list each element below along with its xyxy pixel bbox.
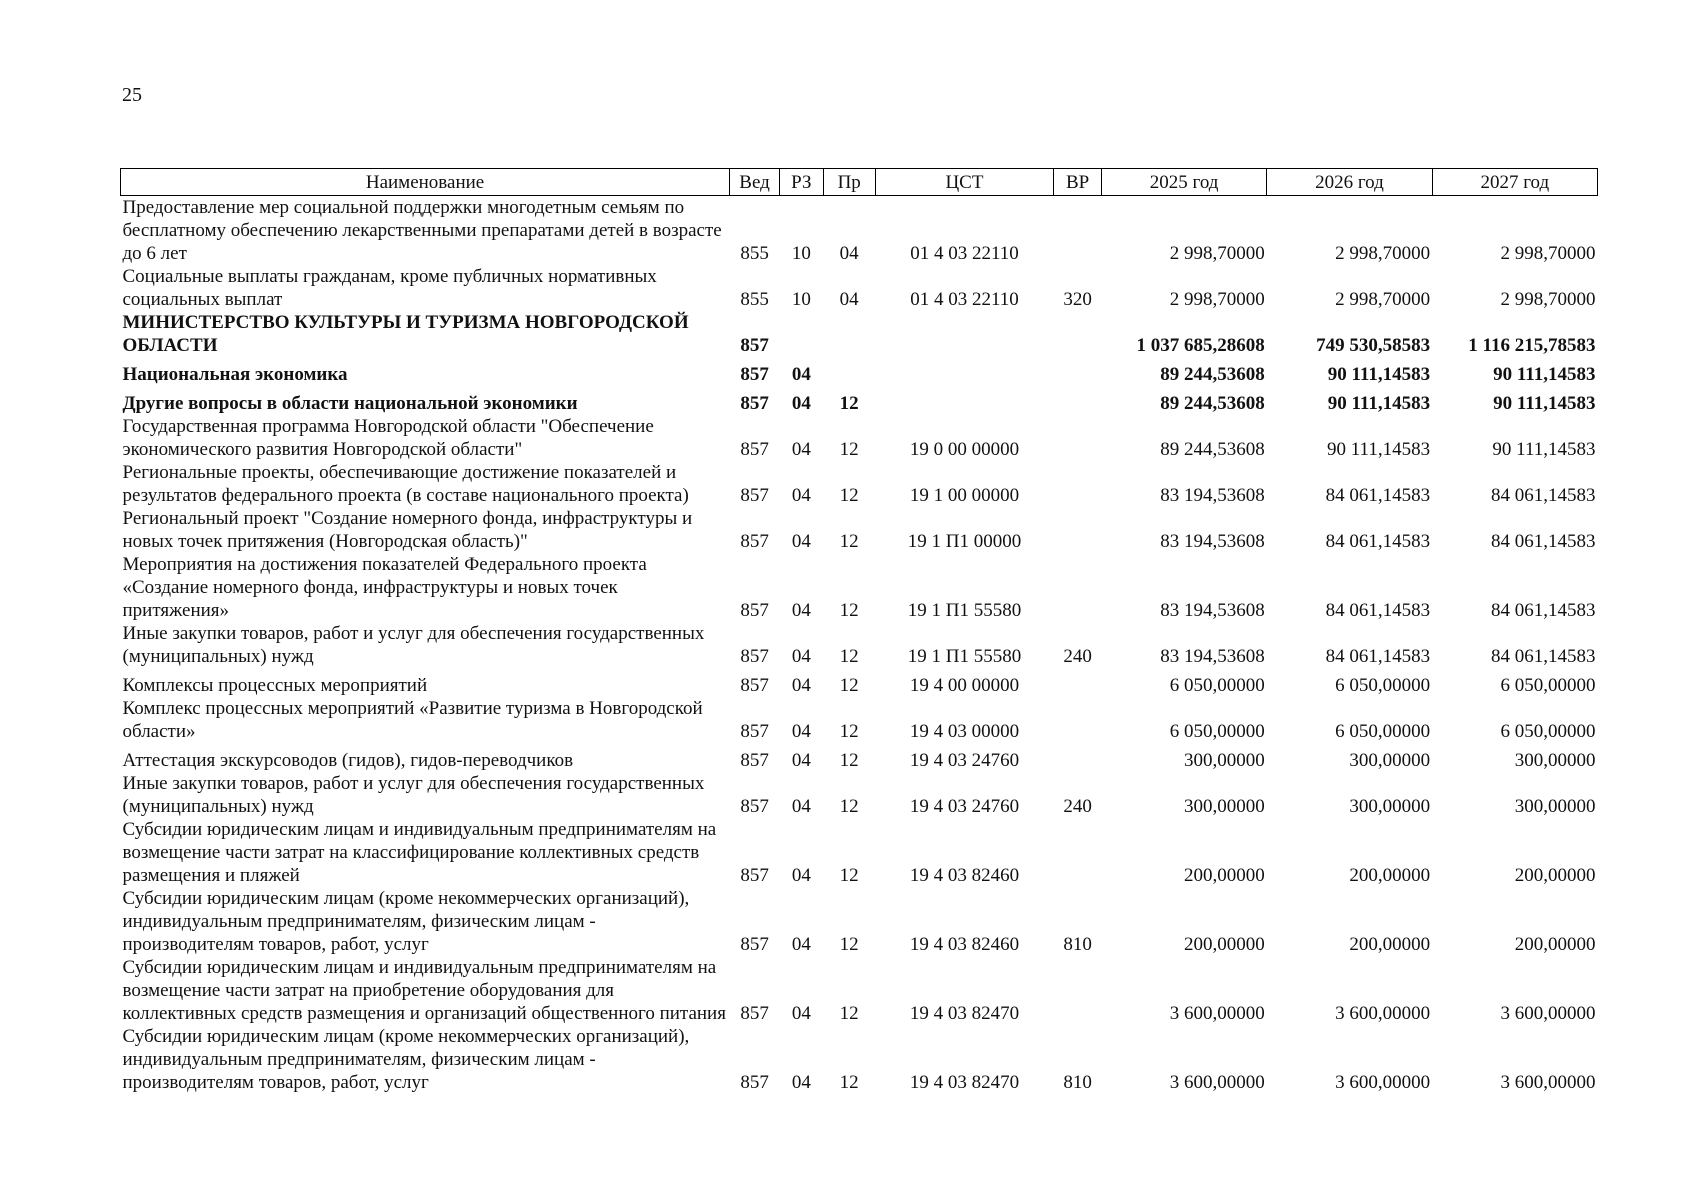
header-2027: 2027 год	[1432, 169, 1597, 196]
row-name: Иные закупки товаров, работ и услуг для обеспечения государственных (муниципальных) нужд	[122, 773, 705, 817]
row-2027: 2 998,70000	[1500, 289, 1596, 310]
row-pr: 12	[839, 675, 859, 696]
row-ved: 857	[740, 796, 769, 817]
row-2027: 84 061,14583	[1491, 531, 1596, 552]
row-cst: 19 4 03 82470	[909, 1003, 1020, 1024]
row-vr: 240	[1063, 796, 1092, 817]
row-cst: 19 1 П1 55580	[907, 646, 1022, 667]
row-2026: 84 061,14583	[1325, 600, 1431, 621]
row-rz: 04	[791, 646, 811, 667]
row-2026: 200,00000	[1349, 865, 1431, 886]
row-rz: 04	[791, 485, 811, 506]
row-rz: 04	[791, 1003, 811, 1024]
row-ved: 857	[740, 1003, 769, 1024]
row-vr	[1054, 818, 1102, 887]
row-2025: 83 194,53608	[1160, 485, 1265, 506]
table-row	[121, 265, 1598, 311]
row-2027: 3 600,00000	[1500, 1003, 1596, 1024]
row-2025: 3 600,00000	[1169, 1003, 1265, 1024]
row-2025: 3 600,00000	[1169, 1072, 1265, 1093]
row-2025: 2 998,70000	[1169, 289, 1265, 310]
table-row	[121, 553, 1598, 622]
row-vr	[1054, 668, 1102, 697]
row-cst	[875, 386, 1053, 415]
row-cst	[875, 357, 1053, 386]
row-2026: 84 061,14583	[1325, 646, 1431, 667]
row-2026: 2 998,70000	[1335, 243, 1431, 264]
page-number: 25	[122, 84, 142, 106]
row-ved: 857	[740, 934, 769, 955]
row-cst: 19 4 03 00000	[909, 721, 1020, 742]
row-name: Национальная экономика	[122, 364, 348, 385]
row-cst: 19 1 00 00000	[909, 485, 1020, 506]
row-name: Комплекс процессных мероприятий «Развитие туризма в Новгородской области»	[122, 698, 703, 742]
budget-table	[120, 168, 1598, 1094]
row-2025: 83 194,53608	[1160, 600, 1265, 621]
row-2027: 6 050,00000	[1500, 675, 1596, 696]
row-rz: 04	[791, 865, 811, 886]
row-rz: 04	[791, 750, 811, 771]
row-rz	[780, 311, 824, 357]
row-vr	[1054, 507, 1102, 553]
row-pr: 12	[839, 934, 859, 955]
table-row	[121, 1025, 1598, 1094]
row-ved: 857	[740, 1072, 769, 1093]
row-pr: 12	[839, 750, 859, 771]
row-cst: 19 4 03 82460	[909, 934, 1020, 955]
row-pr	[823, 311, 875, 357]
header-2026: 2026 год	[1267, 169, 1432, 196]
row-cst: 19 4 03 24760	[909, 796, 1020, 817]
row-cst: 19 0 00 00000	[909, 439, 1020, 460]
row-2026: 90 111,14583	[1327, 439, 1431, 460]
row-pr: 12	[839, 439, 859, 460]
row-cst: 19 1 П1 55580	[907, 600, 1022, 621]
row-rz: 04	[791, 721, 811, 742]
row-ved: 857	[740, 721, 769, 742]
row-cst: 19 4 00 00000	[909, 675, 1020, 696]
row-pr: 12	[839, 1072, 859, 1093]
table-row	[121, 956, 1598, 1025]
row-rz: 04	[791, 1072, 811, 1093]
row-pr	[823, 357, 875, 386]
header-vr: ВР	[1054, 169, 1102, 196]
row-pr: 12	[839, 865, 859, 886]
row-2027: 200,00000	[1514, 865, 1596, 886]
row-2025: 200,00000	[1184, 865, 1265, 886]
row-2027: 90 111,14583	[1493, 364, 1596, 385]
row-pr: 12	[839, 485, 859, 506]
row-ved: 857	[740, 393, 769, 414]
table-row	[121, 697, 1598, 743]
row-2027: 90 111,14583	[1492, 439, 1596, 460]
row-rz: 04	[791, 675, 811, 696]
row-pr: 12	[839, 796, 859, 817]
row-2025: 2 998,70000	[1169, 243, 1265, 264]
row-vr	[1054, 386, 1102, 415]
header-rz: РЗ	[780, 169, 824, 196]
row-name: МИНИСТЕРСТВО КУЛЬТУРЫ И ТУРИЗМА НОВГОРОДСКОЙ ОБЛАСТИ	[122, 312, 689, 356]
row-2025: 83 194,53608	[1160, 531, 1265, 552]
row-cst: 19 1 П1 00000	[907, 531, 1022, 552]
row-name: Комплексы процессных мероприятий	[122, 675, 428, 696]
table-row	[121, 461, 1598, 507]
row-2026: 84 061,14583	[1325, 531, 1431, 552]
row-vr	[1054, 357, 1102, 386]
row-vr	[1054, 196, 1102, 266]
table-row	[121, 622, 1598, 668]
row-ved: 857	[740, 364, 769, 385]
row-name: Государственная программа Новгородской области "Обеспечение экономического развития Новгородской области"	[122, 416, 654, 460]
row-pr: 12	[839, 600, 859, 621]
row-2026: 90 111,14583	[1327, 393, 1431, 414]
row-name: Другие вопросы в области национальной экономики	[122, 393, 578, 414]
row-2025: 200,00000	[1184, 934, 1265, 955]
row-name: Региональный проект "Создание номерного фонда, инфраструктуры и новых точек притяжения (Новгородская область)"	[122, 508, 693, 552]
row-vr: 320	[1063, 289, 1092, 310]
row-name: Субсидии юридическим лицам и индивидуальным предпринимателям на возмещение части затрат на классифицирование коллективных средств размещения и пляжей	[122, 819, 717, 886]
table-row	[121, 507, 1598, 553]
row-2025: 6 050,00000	[1169, 675, 1265, 696]
row-vr	[1054, 461, 1102, 507]
row-name: Региональные проекты, обеспечивающие достижение показателей и результатов федерального проекта (в составе национального проекта)	[122, 462, 689, 506]
table-header-row	[121, 169, 1598, 196]
row-2027: 200,00000	[1514, 934, 1596, 955]
row-rz: 04	[791, 439, 811, 460]
row-rz: 10	[791, 243, 811, 264]
row-vr	[1054, 311, 1102, 357]
row-name: Аттестация экскурсоводов (гидов), гидов-переводчиков	[122, 750, 574, 771]
row-2026: 300,00000	[1349, 750, 1431, 771]
header-name: Наименование	[121, 169, 730, 196]
row-2027: 1 116 215,78583	[1468, 335, 1596, 356]
table-row	[121, 311, 1598, 357]
row-2026: 6 050,00000	[1335, 675, 1431, 696]
table-row	[121, 772, 1598, 818]
table-row	[121, 196, 1598, 266]
row-rz: 04	[791, 600, 811, 621]
row-2025: 1 037 685,28608	[1136, 335, 1265, 356]
row-cst: 19 4 03 82470	[909, 1072, 1020, 1093]
row-2027: 300,00000	[1514, 796, 1596, 817]
row-2027: 84 061,14583	[1491, 485, 1596, 506]
row-ved: 857	[740, 750, 769, 771]
row-ved: 857	[740, 439, 769, 460]
row-cst: 01 4 03 22110	[910, 289, 1019, 310]
row-ved: 857	[740, 646, 769, 667]
row-vr	[1054, 415, 1102, 461]
header-cst: ЦСТ	[875, 169, 1053, 196]
row-vr: 810	[1063, 1072, 1092, 1093]
table-row	[121, 386, 1598, 415]
row-2026: 200,00000	[1349, 934, 1431, 955]
row-pr: 12	[839, 531, 859, 552]
row-name: Иные закупки товаров, работ и услуг для обеспечения государственных (муниципальных) нужд	[122, 623, 705, 667]
row-2026: 3 600,00000	[1335, 1072, 1431, 1093]
row-2026: 749 530,58583	[1316, 335, 1431, 356]
row-vr: 810	[1063, 934, 1092, 955]
row-rz: 04	[791, 934, 811, 955]
row-pr: 12	[839, 646, 859, 667]
row-2025: 89 244,53608	[1160, 393, 1265, 414]
table-row	[121, 743, 1598, 772]
row-name: Предоставление мер социальной поддержки многодетным семьям по бесплатному обеспечению лекарственными препаратами детей в возрасте до 6 лет	[122, 197, 722, 264]
row-rz: 04	[791, 796, 811, 817]
row-2026: 3 600,00000	[1335, 1003, 1431, 1024]
row-cst	[875, 311, 1053, 357]
table-row	[121, 818, 1598, 887]
row-2027: 2 998,70000	[1500, 243, 1596, 264]
row-2025: 6 050,00000	[1169, 721, 1265, 742]
row-2025: 89 244,53608	[1160, 364, 1265, 385]
row-rz: 04	[791, 393, 811, 414]
table-row	[121, 357, 1598, 386]
row-name: Мероприятия на достижения показателей Федерального проекта «Создание номерного фонда, инфраструктуры и новых точек притяжения»	[122, 554, 647, 621]
row-pr: 04	[839, 243, 859, 264]
row-name: Субсидии юридическим лицам (кроме некоммерческих организаций), индивидуальным предпринимателям, физическим лицам - производителям товаров, работ, услуг	[122, 888, 690, 955]
row-rz: 04	[791, 364, 811, 385]
row-cst: 19 4 03 24760	[909, 750, 1020, 771]
row-2026: 6 050,00000	[1335, 721, 1431, 742]
row-ved: 855	[740, 289, 769, 310]
row-cst: 01 4 03 22110	[910, 243, 1019, 264]
row-name: Социальные выплаты гражданам, кроме публичных нормативных социальных выплат	[122, 266, 657, 310]
row-2027: 300,00000	[1514, 750, 1596, 771]
table-row	[121, 668, 1598, 697]
row-pr: 12	[839, 721, 859, 742]
row-vr	[1054, 553, 1102, 622]
table-row	[121, 415, 1598, 461]
row-pr: 04	[839, 289, 859, 310]
row-2027: 90 111,14583	[1493, 393, 1596, 414]
row-rz: 04	[791, 531, 811, 552]
header-pr: Пр	[823, 169, 875, 196]
row-2027: 3 600,00000	[1500, 1072, 1596, 1093]
row-ved: 857	[740, 865, 769, 886]
row-ved: 857	[740, 531, 769, 552]
row-ved: 857	[740, 485, 769, 506]
row-ved: 857	[740, 600, 769, 621]
row-2025: 89 244,53608	[1160, 439, 1265, 460]
row-ved: 857	[740, 675, 769, 696]
row-vr	[1054, 956, 1102, 1025]
row-ved: 857	[740, 335, 769, 356]
row-name: Субсидии юридическим лицам (кроме некоммерческих организаций), индивидуальным предпринимателям, физическим лицам - производителям товаров, работ, услуг	[122, 1026, 690, 1093]
row-pr: 12	[839, 1003, 859, 1024]
row-2027: 6 050,00000	[1500, 721, 1596, 742]
row-vr: 240	[1063, 646, 1092, 667]
row-cst: 19 4 03 82460	[909, 865, 1020, 886]
row-2026: 84 061,14583	[1325, 485, 1431, 506]
table-row	[121, 887, 1598, 956]
row-vr	[1054, 697, 1102, 743]
row-2026: 300,00000	[1349, 796, 1431, 817]
header-ved: Вед	[730, 169, 780, 196]
row-name: Субсидии юридическим лицам и индивидуальным предпринимателям на возмещение части затрат на приобретение оборудования для коллективных средств размещения и организаций общественного питания	[122, 957, 726, 1024]
row-2026: 2 998,70000	[1335, 289, 1431, 310]
row-rz: 10	[791, 289, 811, 310]
row-ved: 855	[740, 243, 769, 264]
row-2027: 84 061,14583	[1491, 646, 1596, 667]
row-2027: 84 061,14583	[1491, 600, 1596, 621]
row-2026: 90 111,14583	[1327, 364, 1431, 385]
row-pr: 12	[839, 393, 859, 414]
row-2025: 300,00000	[1184, 796, 1265, 817]
row-2025: 83 194,53608	[1160, 646, 1265, 667]
row-vr	[1054, 743, 1102, 772]
header-2025: 2025 год	[1101, 169, 1266, 196]
row-2025: 300,00000	[1184, 750, 1265, 771]
